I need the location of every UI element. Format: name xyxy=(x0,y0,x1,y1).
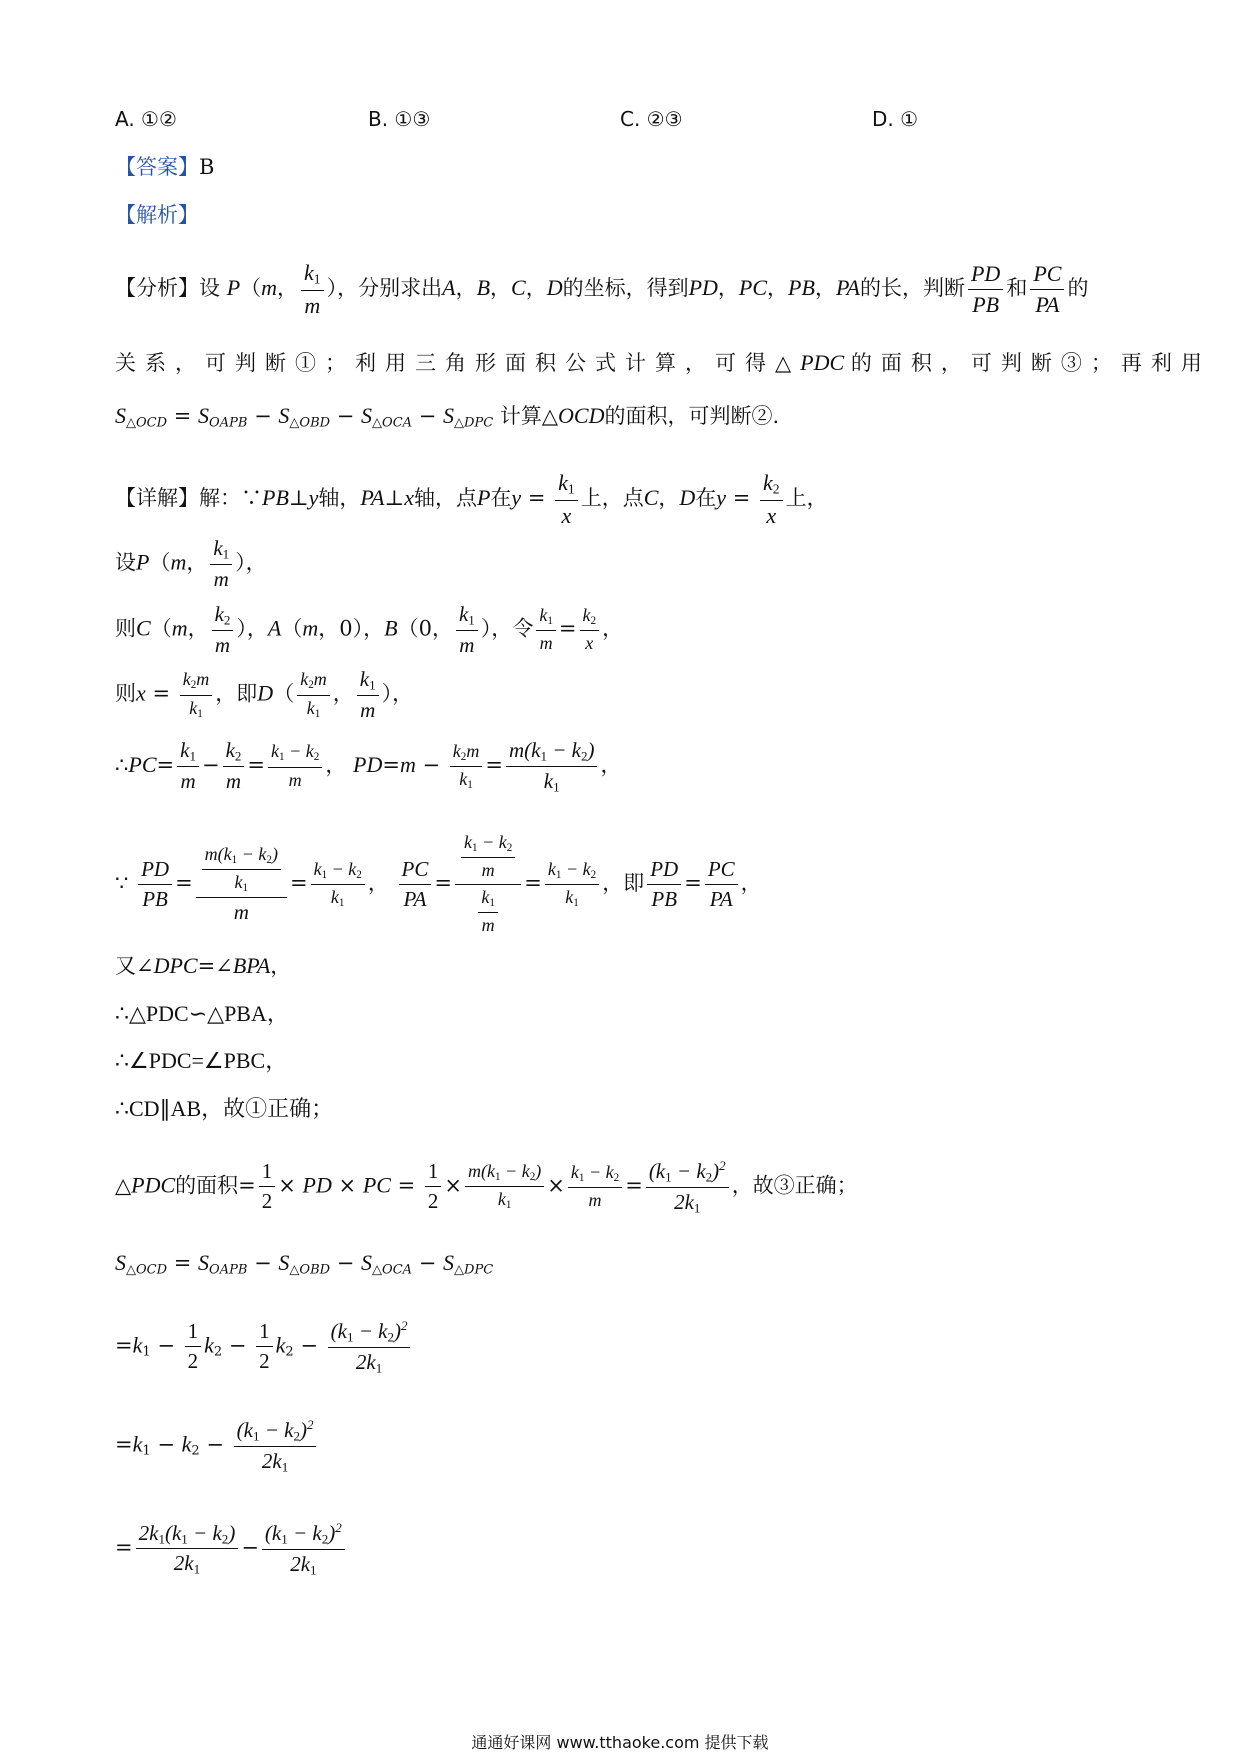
analysis-text: ，分别求出 xyxy=(337,276,443,301)
answer-line xyxy=(115,155,214,180)
analysis-text: 的长，判断 xyxy=(859,276,965,301)
analysis-line-1: 【分析】设 P（m， $\frac{k_1}{m}$ ），分别求出A，B，C，D的坐标，得到PD，PC，PB，PA的长，判断 $\frac{PD}{PB}$ 和 $\frac{PC}{PA}$ 的 xyxy=(115,260,1089,318)
fraction: $\frac{k_1}{m}$ xyxy=(210,536,232,592)
analysis-text: 计算△ xyxy=(499,404,559,428)
fraction: $\frac{PC}{PA}$ xyxy=(399,857,432,912)
fraction: $\frac{k_1 - k_2}{m}$ xyxy=(568,1162,622,1212)
detail-text: 解：∵ xyxy=(199,486,262,511)
answer-tag: 【答案】 xyxy=(115,155,199,179)
fraction: $\frac{k_1}{m}$ xyxy=(536,605,556,655)
detail-text: 则 xyxy=(115,616,136,641)
option-b: B. ①③ xyxy=(368,107,431,131)
analysis-tag: 【分析】 xyxy=(115,276,199,301)
fraction: $\frac{k_2m}{k_1}$ xyxy=(450,741,483,792)
detail-line-8 xyxy=(115,1001,289,1027)
detail-line-3: 则C（m， $\frac{k_2}{m}$ ），A（m，0），B（0， $\frac{k_1}{m}$ ），令 $\frac{k_1}{m}$ = $\frac{k_2}{x}$ ， xyxy=(115,602,624,657)
detail-text: △ xyxy=(115,1173,132,1198)
fraction: $\frac{1}{2}$ xyxy=(425,1159,442,1214)
fraction: $\frac{PC}{PA}$ xyxy=(1030,261,1064,319)
fraction: $\frac{2k_1(k_1 - k_2)}{2k_1}$ xyxy=(136,1521,239,1578)
analysis-text: 的坐标，得到 xyxy=(562,276,689,301)
fraction: $\frac{k_2}{m}$ xyxy=(212,602,234,658)
detail-text: 令 xyxy=(512,616,534,641)
detail-text: ，故③正确； xyxy=(731,1173,858,1198)
detail-line-2: 设P（m， $\frac{k_1}{m}$ ）， xyxy=(115,536,267,591)
fraction: $\frac{1}{2}$ xyxy=(185,1319,202,1374)
fraction: $\frac{k_1}{x}$ xyxy=(555,470,578,529)
option-a: A. ①② xyxy=(115,107,177,131)
detail-line-9 xyxy=(115,1048,287,1074)
fraction: $\frac{1}{2}$ xyxy=(259,1159,276,1214)
option-c: C. ②③ xyxy=(620,107,683,131)
detail-line-5: ∴PC= $\frac{k_1}{m}$ − $\frac{k_2}{m}$ = $\frac{k_1 - k_2}{m}$ ， PD=m − $\frac{k_2m}{k_1}$ = $\frac{m(k_1 - k_2)}{k_1}$ ， xyxy=(115,738,622,795)
fraction: $\frac{PD}{PB}$ xyxy=(138,857,172,912)
fraction: $\frac{1}{2}$ xyxy=(256,1319,273,1374)
detail-text: 在 xyxy=(490,486,512,511)
fraction: $\frac{k_2}{x}$ xyxy=(760,470,783,529)
fraction: $\frac{\frac{m(k_1 - k_2)}{k_1}}{m}$ xyxy=(196,844,287,926)
detail-line-7: 又∠DPC=∠BPA， xyxy=(115,953,292,978)
detail-text: 则 xyxy=(115,681,136,706)
analysis-text: 的面积，可判断③；再利用 xyxy=(850,351,1211,375)
analysis-text: 和 xyxy=(1006,276,1028,301)
analysis-text: 关系，可判断①；利用三角形面积公式计算，可得△ xyxy=(115,351,801,375)
detail-text: 轴，点 xyxy=(413,486,477,511)
fraction: $\frac{PD}{PB}$ xyxy=(647,857,681,912)
detail-text: 的面积= xyxy=(175,1173,256,1198)
analysis-text: 的面积，可判断②. xyxy=(604,404,780,428)
fraction: $\frac{(k_1 - k_2)^2}{2k_1}$ xyxy=(262,1520,345,1578)
detail-line-14: $=k_1 - k_2$ − $\frac{(k_1 - k_2)^2}{2k_1}$ xyxy=(115,1417,319,1475)
detail-text: 在 xyxy=(695,486,717,511)
fraction: $\frac{k_1}{m}$ xyxy=(177,738,199,794)
detail-line-6: ∵ $\frac{PD}{PB}$ = $\frac{\frac{m(k_1 - k_2)}{k_1}}{m}$ = $\frac{k_1 - k_2}{k_1}$ ， $\frac{PC}{PA}$ = $\frac{\frac{k_1 - k_2}{m}}{\frac{k_1}{m}}$ = $\frac{k_1 - k_2}{k_1}$ ，即 $\frac{PD}{PB}$ = $\frac{PC}{PA}$ ， xyxy=(115,832,762,935)
detail-text: ∴CD∥AB，故①正确； xyxy=(115,1096,334,1121)
detail-text: ，即 xyxy=(602,870,645,895)
detail-line-10 xyxy=(115,1096,333,1122)
analysis-line-3: $S_{\triangle OCD} = S_{OAPB} - S_{\triangle OBD} - S_{\triangle OCA} - S_{\triangle DPC}$ 计算△OCD的面积，可判断②. xyxy=(115,403,780,431)
fraction: $\frac{k_2m}{k_1}$ xyxy=(297,669,330,720)
fraction: $\frac{k_1}{m}$ xyxy=(357,667,379,723)
detail-line-11: △PDC的面积= $\frac{1}{2}$ × PD × PC = $\frac{1}{2}$ × $\frac{m(k_1 - k_2)}{k_1}$ × $\frac{k_1 - k_2}{m}$ = $\frac{(k_1 - k_2)^2}{2k_1}$ ，故③正确； xyxy=(115,1158,858,1216)
fraction: $\frac{k_1}{m}$ xyxy=(456,602,478,658)
fraction: $\frac{PC}{PA}$ xyxy=(705,857,738,912)
answer-value: B xyxy=(199,155,215,179)
fraction: $\frac{PD}{PB}$ xyxy=(968,261,1003,319)
analysis-text: 的 xyxy=(1067,276,1089,301)
fraction: $\frac{k_1}{m}$ xyxy=(301,260,324,319)
jiexi-tag: 【解析】 xyxy=(115,203,199,227)
detail-text: 上，点 xyxy=(580,486,644,511)
fraction: $\frac{k_2}{x}$ xyxy=(580,605,600,655)
analysis-line-2: 关系，可判断①；利用三角形面积公式计算，可得△PDC 的面积，可判断③；再利用 xyxy=(115,350,1211,375)
detail-text: ∴ xyxy=(115,752,129,777)
jiexi-line xyxy=(115,203,199,228)
detail-text: 上， xyxy=(785,486,828,511)
detail-line-12: $S_{\triangle OCD} = S_{OAPB} - S_{\triangle OBD} - S_{\triangle OCA} - S_{\triangle DPC}$ xyxy=(115,1250,494,1278)
fraction: $\frac{k_2}{m}$ xyxy=(223,738,245,794)
page-footer: 通通好课网 www.tthaoke.com 提供下载 xyxy=(471,1733,769,1752)
detail-text: ∵ xyxy=(115,870,129,895)
fraction: $\frac{\frac{k_1 - k_2}{m}}{\frac{k_1}{m}}$ xyxy=(455,832,521,937)
fraction: $\frac{(k_1 - k_2)^2}{2k_1}$ xyxy=(646,1158,729,1216)
detail-text: 设 xyxy=(115,550,136,575)
detail-text: 轴， xyxy=(318,486,361,511)
detail-text: 又∠ xyxy=(115,954,154,978)
option-d: D. ① xyxy=(872,107,919,131)
detail-text: ∴△PDC∽△PBA， xyxy=(115,1001,289,1026)
detail-text: ∴∠PDC=∠PBC， xyxy=(115,1048,288,1073)
analysis-text: 设 xyxy=(199,276,220,301)
fraction: $\frac{m(k_1 - k_2)}{k_1}$ xyxy=(506,738,598,795)
fraction: $\frac{k_2m}{k_1}$ xyxy=(180,669,213,720)
detail-line-1: 【详解】解：∵PB⊥y轴，PA⊥x轴，点P在y = $\frac{k_1}{x}$ 上，点C，D在y = $\frac{k_2}{x}$ 上， xyxy=(115,470,828,528)
fraction: $\frac{(k_1 - k_2)^2}{2k_1}$ xyxy=(234,1417,317,1475)
fraction: $\frac{k_1 - k_2}{k_1}$ xyxy=(311,859,365,910)
detail-text: ，即 xyxy=(215,681,258,706)
fraction: $\frac{k_1 - k_2}{m}$ xyxy=(268,741,322,791)
detail-line-13: $=k_1$ − $\frac{1}{2}$ $k_2$ − $\frac{1}{2}$ $k_2$ − $\frac{(k_1 - k_2)^2}{2k_1}$ xyxy=(115,1318,413,1376)
fraction: $\frac{m(k_1 - k_2)}{k_1}$ xyxy=(465,1161,544,1212)
detail-line-15: = $\frac{2k_1(k_1 - k_2)}{2k_1}$ − $\frac{(k_1 - k_2)^2}{2k_1}$ xyxy=(115,1520,348,1578)
detail-line-4: 则x = $\frac{k_2m}{k_1}$ ，即D（ $\frac{k_2m}{k_1}$ ， $\frac{k_1}{m}$ ）， xyxy=(115,667,414,722)
fraction: $\frac{k_1 - k_2}{k_1}$ xyxy=(545,859,599,910)
detail-tag: 【详解】 xyxy=(115,486,199,511)
fraction: $\frac{(k_1 - k_2)^2}{2k_1}$ xyxy=(328,1318,411,1376)
